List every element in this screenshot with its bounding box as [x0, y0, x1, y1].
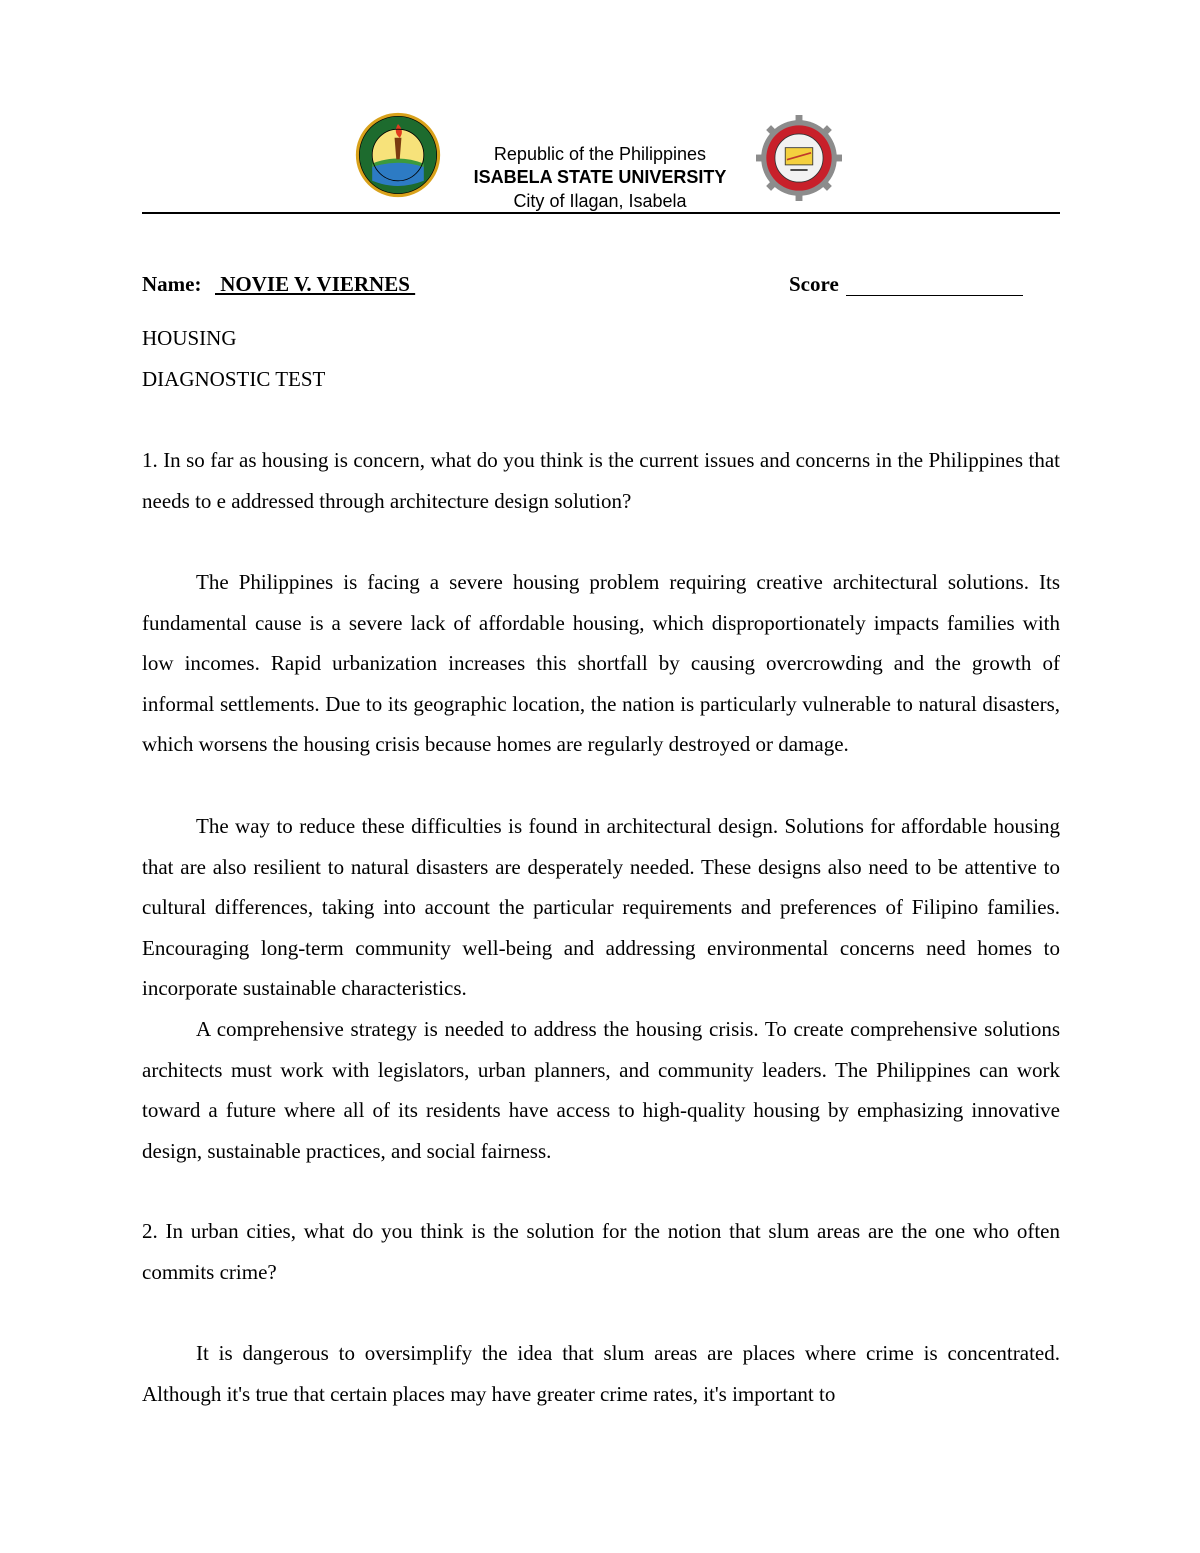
- subject-heading: HOUSING: [142, 326, 237, 350]
- answer-1-paragraph-2: The way to reduce these difficulties is found in architectural design. Solutions for affordable housing that are also resilient to natural disasters are desperately needed. These designs also need to be attentive to cultural differences, taking into account the particular requirements and preferences of Filipino families. Encouraging long-term community well-being and addressing environmental concerns need homes to incorporate sustainable characteristics.: [142, 814, 1060, 1001]
- question-1: 1. In so far as housing is concern, what do you think is the current issues and concerns in the Philippines that needs to e addressed through architecture design solution?: [142, 448, 1060, 513]
- answer-2-paragraph-1: It is dangerous to oversimplify the idea that slum areas are places where crime is concentrated. Although it's true that certain places may have greater crime rates, it's important to: [142, 1341, 1060, 1406]
- name-label: Name:: [142, 272, 202, 296]
- score-label: Score: [789, 272, 839, 296]
- answer-1-paragraph-3: A comprehensive strategy is needed to address the housing crisis. To create comprehensive solutions architects must work with legislators, urban planners, and community leaders. The Philippines can work toward a future where all of its residents have access to high-quality housing by emphasizing innovative design, sustainable practices, and social fairness.: [142, 1017, 1060, 1163]
- header-divider: [142, 212, 1060, 214]
- republic-line: Republic of the Philippines: [493, 144, 707, 164]
- question-2: 2. In urban cities, what do you think is the solution for the notion that slum areas are the one who often commits crime?: [142, 1219, 1060, 1284]
- answer-1-paragraph-1: The Philippines is facing a severe housing problem requiring creative architectural solutions. Its fundamental cause is a severe lack of affordable housing, which disproportionately impacts families with low incomes. Rapid urbanization increases this shortfall by causing overcrowding and the growth of informal settlements. Due to its geographic location, the nation is particularly vulnerable to natural disasters, which worsens the housing crisis because homes are regularly destroyed or damage.: [142, 570, 1060, 757]
- university-name: ISABELA STATE UNIVERSITY: [473, 167, 727, 187]
- test-heading: DIAGNOSTIC TEST: [142, 367, 326, 391]
- student-name: NOVIE V. VIERNES: [215, 272, 416, 296]
- score-blank-line: [846, 295, 1023, 296]
- university-location: City of Ilagan, Isabela: [513, 191, 687, 211]
